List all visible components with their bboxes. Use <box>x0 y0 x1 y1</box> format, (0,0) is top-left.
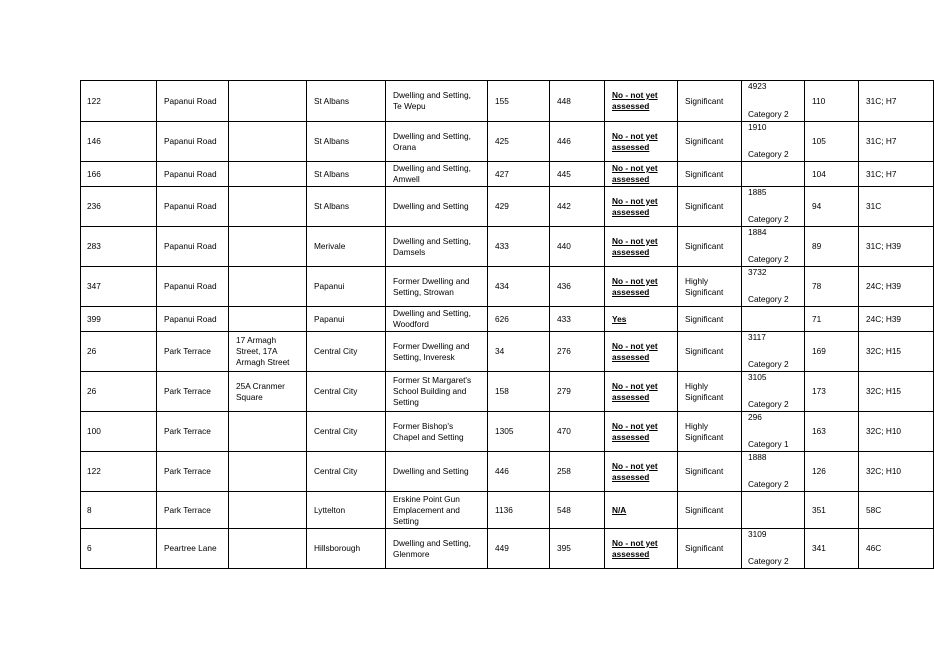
nz-heritage-registration-cell <box>742 332 805 372</box>
nz-heritage-registration-cell <box>742 81 805 122</box>
zone-reference-cell: 31C; H7 <box>859 162 934 187</box>
suburb-cell: Papanui <box>307 307 386 332</box>
registration-number: 3109 <box>748 529 767 539</box>
nz-heritage-registration-cell <box>742 122 805 162</box>
street-name-cell: Papanui Road <box>157 187 229 227</box>
planning-map-number-cell: 94 <box>805 187 859 227</box>
heritage-assessment-cell: N/A <box>605 492 678 529</box>
significance-cell: Significant <box>678 227 742 267</box>
heritage-item-number-cell: 427 <box>488 162 550 187</box>
heritage-aerial-map-number-cell: 445 <box>550 162 605 187</box>
registration-category: Category 2 <box>748 294 789 304</box>
zone-reference-cell: 58C <box>859 492 934 529</box>
heritage-aerial-map-number-cell: 446 <box>550 122 605 162</box>
table-row <box>81 529 934 569</box>
table-row <box>81 227 934 267</box>
registration-number: 1888 <box>748 452 767 462</box>
heritage-item-number-cell: 429 <box>488 187 550 227</box>
registration-number: 296 <box>748 412 762 422</box>
registration-category: Category 2 <box>748 359 789 369</box>
heritage-assessment-cell: No - not yet assessed <box>605 412 678 452</box>
table-row <box>81 187 934 227</box>
street-name-cell: Park Terrace <box>157 332 229 372</box>
alternate-address-cell: 25A Cranmer Square <box>229 372 307 412</box>
nz-heritage-registration-cell <box>742 162 805 187</box>
planning-map-number-cell: 89 <box>805 227 859 267</box>
zone-reference-cell: 46C <box>859 529 934 569</box>
heritage-assessment-cell: No - not yet assessed <box>605 452 678 492</box>
significance-cell: Significant <box>678 187 742 227</box>
heritage-item-number-cell: 434 <box>488 267 550 307</box>
heritage-assessment-cell: No - not yet assessed <box>605 227 678 267</box>
zone-reference-cell: 31C; H7 <box>859 122 934 162</box>
description-cell: Former St Margaret's School Building and Setting <box>386 372 488 412</box>
heritage-assessment-cell: No - not yet assessed <box>605 267 678 307</box>
zone-reference-cell: 31C; H7 <box>859 81 934 122</box>
suburb-cell: Hillsborough <box>307 529 386 569</box>
description-cell: Dwelling and Setting, Amwell <box>386 162 488 187</box>
zone-reference-cell: 32C; H15 <box>859 372 934 412</box>
suburb-cell: Lyttelton <box>307 492 386 529</box>
street-name-cell: Park Terrace <box>157 372 229 412</box>
suburb-cell: St Albans <box>307 122 386 162</box>
heritage-aerial-map-number-cell: 448 <box>550 81 605 122</box>
nz-heritage-registration-cell <box>742 492 805 529</box>
street-number-cell: 100 <box>81 412 157 452</box>
suburb-cell: Central City <box>307 412 386 452</box>
table-row <box>81 81 934 122</box>
alternate-address-cell <box>229 529 307 569</box>
street-number-cell: 6 <box>81 529 157 569</box>
table-row <box>81 122 934 162</box>
suburb-cell: Central City <box>307 452 386 492</box>
heritage-item-number-cell: 433 <box>488 227 550 267</box>
suburb-cell: Central City <box>307 332 386 372</box>
heritage-assessment-cell: No - not yet assessed <box>605 187 678 227</box>
street-name-cell: Park Terrace <box>157 492 229 529</box>
significance-cell: Significant <box>678 307 742 332</box>
nz-heritage-registration-cell <box>742 412 805 452</box>
description-cell: Former Dwelling and Setting, Strowan <box>386 267 488 307</box>
heritage-assessment-cell: Yes <box>605 307 678 332</box>
street-number-cell: 399 <box>81 307 157 332</box>
table-row <box>81 452 934 492</box>
zone-reference-cell: 32C; H10 <box>859 452 934 492</box>
table-row <box>81 332 934 372</box>
registration-number: 3105 <box>748 372 767 382</box>
description-cell: Former Bishop's Chapel and Setting <box>386 412 488 452</box>
planning-map-number-cell: 351 <box>805 492 859 529</box>
description-cell: Dwelling and Setting <box>386 187 488 227</box>
heritage-item-number-cell: 449 <box>488 529 550 569</box>
heritage-assessment-cell: No - not yet assessed <box>605 372 678 412</box>
zone-reference-cell: 32C; H10 <box>859 412 934 452</box>
description-cell: Dwelling and Setting, Glenmore <box>386 529 488 569</box>
heritage-aerial-map-number-cell: 395 <box>550 529 605 569</box>
registration-number: 1910 <box>748 122 767 132</box>
significance-cell: Significant <box>678 122 742 162</box>
heritage-assessment-cell: No - not yet assessed <box>605 162 678 187</box>
nz-heritage-registration-cell <box>742 529 805 569</box>
planning-map-number-cell: 173 <box>805 372 859 412</box>
planning-map-number-cell: 105 <box>805 122 859 162</box>
suburb-cell: Central City <box>307 372 386 412</box>
suburb-cell: St Albans <box>307 162 386 187</box>
heritage-aerial-map-number-cell: 548 <box>550 492 605 529</box>
street-name-cell: Park Terrace <box>157 452 229 492</box>
heritage-aerial-map-number-cell: 470 <box>550 412 605 452</box>
street-number-cell: 26 <box>81 372 157 412</box>
heritage-item-number-cell: 158 <box>488 372 550 412</box>
suburb-cell: St Albans <box>307 81 386 122</box>
heritage-item-number-cell: 425 <box>488 122 550 162</box>
registration-category: Category 2 <box>748 149 789 159</box>
significance-cell: Significant <box>678 162 742 187</box>
nz-heritage-registration-cell <box>742 452 805 492</box>
nz-heritage-registration-cell <box>742 307 805 332</box>
heritage-aerial-map-number-cell: 440 <box>550 227 605 267</box>
planning-map-number-cell: 104 <box>805 162 859 187</box>
heritage-aerial-map-number-cell: 276 <box>550 332 605 372</box>
street-number-cell: 122 <box>81 81 157 122</box>
heritage-assessment-cell: No - not yet assessed <box>605 529 678 569</box>
table-row <box>81 412 934 452</box>
significance-cell: Highly Significant <box>678 267 742 307</box>
significance-cell: Significant <box>678 332 742 372</box>
street-name-cell: Papanui Road <box>157 162 229 187</box>
description-cell: Dwelling and Setting, Orana <box>386 122 488 162</box>
alternate-address-cell <box>229 452 307 492</box>
heritage-item-number-cell: 626 <box>488 307 550 332</box>
registration-category: Category 2 <box>748 254 789 264</box>
nz-heritage-registration-cell <box>742 227 805 267</box>
table-row <box>81 267 934 307</box>
street-number-cell: 236 <box>81 187 157 227</box>
planning-map-number-cell: 169 <box>805 332 859 372</box>
significance-cell: Significant <box>678 529 742 569</box>
registration-category: Category 2 <box>748 109 789 119</box>
alternate-address-cell: 17 Armagh Street, 17A Armagh Street <box>229 332 307 372</box>
planning-map-number-cell: 341 <box>805 529 859 569</box>
table-row <box>81 307 934 332</box>
heritage-assessment-cell: No - not yet assessed <box>605 81 678 122</box>
registration-number: 1885 <box>748 187 767 197</box>
street-name-cell: Park Terrace <box>157 412 229 452</box>
registration-number: 3732 <box>748 267 767 277</box>
alternate-address-cell <box>229 227 307 267</box>
description-cell: Dwelling and Setting, Te Wepu <box>386 81 488 122</box>
planning-map-number-cell: 163 <box>805 412 859 452</box>
significance-cell: Significant <box>678 452 742 492</box>
alternate-address-cell <box>229 162 307 187</box>
heritage-assessment-cell: No - not yet assessed <box>605 332 678 372</box>
zone-reference-cell: 31C; H39 <box>859 227 934 267</box>
table-row <box>81 162 934 187</box>
alternate-address-cell <box>229 412 307 452</box>
registration-category: Category 1 <box>748 439 789 449</box>
street-name-cell: Papanui Road <box>157 122 229 162</box>
street-name-cell: Peartree Lane <box>157 529 229 569</box>
registration-number: 1884 <box>748 227 767 237</box>
heritage-schedule-page <box>80 80 934 569</box>
registration-category: Category 2 <box>748 399 789 409</box>
table-row <box>81 492 934 529</box>
heritage-assessment-cell: No - not yet assessed <box>605 122 678 162</box>
nz-heritage-registration-cell <box>742 267 805 307</box>
significance-cell: Highly Significant <box>678 372 742 412</box>
description-cell: Dwelling and Setting, Woodford <box>386 307 488 332</box>
heritage-aerial-map-number-cell: 279 <box>550 372 605 412</box>
alternate-address-cell <box>229 122 307 162</box>
description-cell: Erskine Point Gun Emplacement and Setting <box>386 492 488 529</box>
suburb-cell: St Albans <box>307 187 386 227</box>
registration-number: 3117 <box>748 332 766 342</box>
alternate-address-cell <box>229 187 307 227</box>
registration-category: Category 2 <box>748 479 789 489</box>
description-cell: Dwelling and Setting, Damsels <box>386 227 488 267</box>
street-name-cell: Papanui Road <box>157 227 229 267</box>
registration-number: 4923 <box>748 81 767 91</box>
nz-heritage-registration-cell <box>742 187 805 227</box>
planning-map-number-cell: 110 <box>805 81 859 122</box>
zone-reference-cell: 24C; H39 <box>859 267 934 307</box>
significance-cell: Significant <box>678 492 742 529</box>
planning-map-number-cell: 71 <box>805 307 859 332</box>
description-cell: Former Dwelling and Setting, Inveresk <box>386 332 488 372</box>
street-number-cell: 347 <box>81 267 157 307</box>
street-number-cell: 146 <box>81 122 157 162</box>
street-number-cell: 26 <box>81 332 157 372</box>
street-name-cell: Papanui Road <box>157 307 229 332</box>
zone-reference-cell: 31C <box>859 187 934 227</box>
street-number-cell: 283 <box>81 227 157 267</box>
heritage-item-number-cell: 1136 <box>488 492 550 529</box>
significance-cell: Highly Significant <box>678 412 742 452</box>
registration-category: Category 2 <box>748 556 789 566</box>
heritage-item-number-cell: 446 <box>488 452 550 492</box>
planning-map-number-cell: 78 <box>805 267 859 307</box>
heritage-aerial-map-number-cell: 433 <box>550 307 605 332</box>
alternate-address-cell <box>229 307 307 332</box>
heritage-item-number-cell: 34 <box>488 332 550 372</box>
heritage-item-number-cell: 1305 <box>488 412 550 452</box>
street-number-cell: 166 <box>81 162 157 187</box>
heritage-aerial-map-number-cell: 436 <box>550 267 605 307</box>
description-cell: Dwelling and Setting <box>386 452 488 492</box>
street-name-cell: Papanui Road <box>157 81 229 122</box>
heritage-schedule-table <box>80 80 934 569</box>
heritage-aerial-map-number-cell: 258 <box>550 452 605 492</box>
alternate-address-cell <box>229 267 307 307</box>
alternate-address-cell <box>229 492 307 529</box>
street-number-cell: 122 <box>81 452 157 492</box>
street-number-cell: 8 <box>81 492 157 529</box>
heritage-aerial-map-number-cell: 442 <box>550 187 605 227</box>
street-name-cell: Papanui Road <box>157 267 229 307</box>
zone-reference-cell: 32C; H15 <box>859 332 934 372</box>
registration-category: Category 2 <box>748 214 789 224</box>
significance-cell: Significant <box>678 81 742 122</box>
heritage-item-number-cell: 155 <box>488 81 550 122</box>
suburb-cell: Papanui <box>307 267 386 307</box>
suburb-cell: Merivale <box>307 227 386 267</box>
table-row <box>81 372 934 412</box>
zone-reference-cell: 24C; H39 <box>859 307 934 332</box>
planning-map-number-cell: 126 <box>805 452 859 492</box>
alternate-address-cell <box>229 81 307 122</box>
nz-heritage-registration-cell <box>742 372 805 412</box>
